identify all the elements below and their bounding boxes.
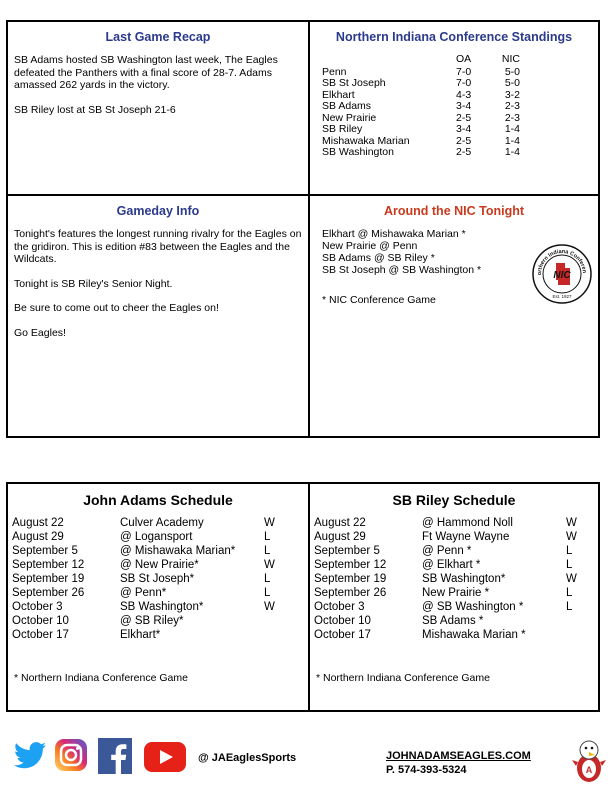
around-nic-game: New Prairie @ Penn [322,240,418,252]
schedule-opponent: Mishawaka Marian * [422,629,526,641]
standings-team: SB Riley [322,123,363,135]
schedule-opponent: Ft Wayne Wayne [422,531,510,543]
standings-header-row [322,54,520,67]
schedules-box [6,482,600,712]
nic-logo [532,244,592,304]
schedule-row [12,572,294,586]
around-nic-section [310,196,598,436]
schedule-opponent: @ Logansport [120,531,193,543]
schedule-opponent: @ SB Washington * [422,601,524,613]
around-nic-game: SB St Joseph @ SB Washington * [322,264,482,276]
twitter-icon[interactable] [14,740,48,770]
schedule-row [12,600,294,614]
schedule-opponent: SB Washington* [120,601,204,613]
schedule-result: L [264,573,271,585]
schedule-date: October 3 [314,601,365,613]
standings-section [310,22,598,194]
schedule-opponent: Culver Academy [120,517,204,529]
gameday-paragraph-2: Tonight is SB Riley's Senior Night. [14,277,173,290]
schedule-opponent: @ Penn* [120,587,167,599]
standings-oa: 2-5 [456,146,472,158]
schedule-date: September 5 [314,545,380,557]
standings-nic: 5-0 [504,65,520,78]
schedule-result: W [264,559,275,571]
schedule-row [12,558,294,572]
adams-schedule-table [12,516,294,642]
standings-row [322,101,520,113]
info-grid [6,20,600,438]
standings-oa: 7-0 [456,65,472,78]
svg-text:NIC: NIC [553,270,571,281]
schedule-opponent: @ Mishawaka Marian* [120,545,236,557]
schedule-date: August 22 [314,517,366,529]
standings-title: Northern Indiana Conference Standings [335,30,573,44]
riley-schedule-note: * Northern Indiana Conference Game [316,672,490,684]
schedule-row [314,558,596,572]
schedule-result [264,614,294,628]
schedule-opponent: Elkhart* [120,629,161,641]
schedule-row [314,572,596,586]
standings-table [322,54,520,159]
schedule-result [264,628,294,642]
schedule-date: October 17 [12,629,69,641]
standings-oa: 3-4 [456,100,472,112]
schedule-result: L [264,587,271,599]
schedule-row [314,614,596,628]
schedule-result: W [264,601,275,613]
schedule-result: W [566,517,577,529]
facebook-icon[interactable] [98,738,132,774]
schedule-row [12,544,294,558]
standings-nic: 1-4 [504,146,520,158]
svg-text:A: A [585,765,593,775]
schedule-result: L [566,601,573,613]
riley-schedule-title: SB Riley Schedule [392,492,516,508]
schedule-row [12,530,294,544]
standings-team: Penn [322,65,347,78]
schedule-opponent: @ Elkhart * [422,559,481,571]
schedule-date: August 29 [12,531,64,543]
schedule-opponent: @ Hammond Noll [422,517,513,529]
adams-schedule [8,484,308,710]
standings-row [322,78,520,90]
schedule-opponent: @ Penn * [422,545,472,557]
adams-schedule-note: * Northern Indiana Conference Game [14,672,188,684]
standings-team: SB Adams [322,100,372,112]
gameday-paragraph-1: Tonight's features the longest running rivalry for the Eagles on the gridiron. This is edition #83 between the Eagles and the Wildcats. [14,228,302,265]
riley-schedule [310,484,598,710]
instagram-icon[interactable] [54,738,88,772]
standings-team: New Prairie [322,111,377,124]
youtube-icon[interactable] [144,742,186,772]
schedule-row [12,516,294,530]
svg-text:Northern Indiana Conference: orthern Indiana Conferen [536,248,588,276]
schedule-result: L [566,587,573,599]
schedule-row [12,614,294,628]
website-link[interactable]: JOHNADAMSEAGLES.COM [386,750,531,762]
standings-oa: 3-4 [456,123,472,135]
phone-number: P. 574-393-5324 [386,764,467,776]
schedule-result: L [264,531,271,543]
schedule-date: October 3 [12,601,63,613]
schedule-result: L [566,559,573,571]
standings-row [322,124,520,136]
schedule-opponent: New Prairie * [422,587,490,599]
eagle-mascot-icon [572,738,606,784]
standings-team: Elkhart [322,88,355,101]
schedule-opponent: @ New Prairie* [120,559,199,571]
standings-col-nic: NIC [501,53,520,65]
schedule-result: W [566,573,577,585]
standings-nic: 2-3 [504,111,520,124]
schedule-date: September 26 [314,587,387,599]
schedule-row [314,586,596,600]
standings-nic: 1-4 [504,123,520,135]
schedule-result: W [566,531,577,543]
standings-oa: 7-0 [456,77,472,89]
schedule-date: October 17 [314,629,371,641]
schedule-date: September 19 [314,573,387,585]
schedule-opponent: @ SB Riley* [120,615,184,627]
schedule-date: August 22 [12,517,64,529]
schedule-row [314,600,596,614]
svg-text:Est. 1927: Est. 1927 [552,294,572,299]
recap-paragraph-2: SB Riley lost at SB St Joseph 21-6 [14,103,176,116]
schedule-row [314,530,596,544]
schedule-date: September 12 [314,559,387,571]
schedule-result [566,614,596,628]
standings-nic: 3-2 [504,88,520,101]
adams-schedule-title: John Adams Schedule [83,492,233,508]
around-nic-title: Around the NIC Tonight [383,204,524,218]
schedule-row [314,544,596,558]
standings-team: SB Washington [322,146,394,158]
schedule-opponent: SB Adams * [422,615,484,627]
recap-paragraph-1: SB Adams hosted SB Washington last week, The Eagles defeated the Panthers with a final score of 28-7. Adams amassed 262 yards in the victory. [14,54,278,91]
footer [0,730,612,792]
gameday-title: Gameday Info [116,204,200,218]
schedule-date: September 19 [12,573,85,585]
gameday-paragraph-3: Be sure to come out to cheer the Eagles on! [14,302,219,314]
standings-oa: 4-3 [456,88,472,101]
schedule-date: September 12 [12,559,85,571]
gameday-section [8,196,308,436]
standings-nic: 1-4 [504,134,520,147]
standings-row [322,147,520,159]
schedule-date: September 5 [12,545,78,557]
schedule-opponent: SB St Joseph* [120,573,195,585]
gameday-paragraph-4: Go Eagles! [14,326,66,339]
schedule-row [314,516,596,530]
standings-oa: 2-5 [456,111,472,124]
schedule-result: L [264,545,271,557]
schedule-row [314,628,596,642]
recap-section [8,22,308,194]
schedule-date: September 26 [12,587,85,599]
schedule-row [12,586,294,600]
schedule-date: August 29 [314,531,366,543]
schedule-result: L [566,545,573,557]
standings-team: SB St Joseph [322,77,386,89]
schedule-result: W [264,517,275,529]
standings-team: Mishawaka Marian [322,134,410,147]
schedule-opponent: SB Washington* [422,573,506,585]
standings-nic: 2-3 [504,100,520,112]
schedule-date: October 10 [314,615,371,627]
riley-schedule-table [314,516,596,642]
schedule-result [566,628,596,642]
recap-title: Last Game Recap [105,30,211,44]
schedule-date: October 10 [12,615,69,627]
around-nic-game: Elkhart @ Mishawaka Marian * [322,228,466,240]
standings-nic: 5-0 [504,77,520,89]
around-nic-game: SB Adams @ SB Riley * [322,252,435,264]
around-nic-note: * NIC Conference Game [322,294,436,306]
social-handle[interactable]: @ JAEaglesSports [198,752,297,764]
schedule-row [12,628,294,642]
standings-col-oa: OA [456,53,472,65]
standings-oa: 2-5 [456,134,472,147]
